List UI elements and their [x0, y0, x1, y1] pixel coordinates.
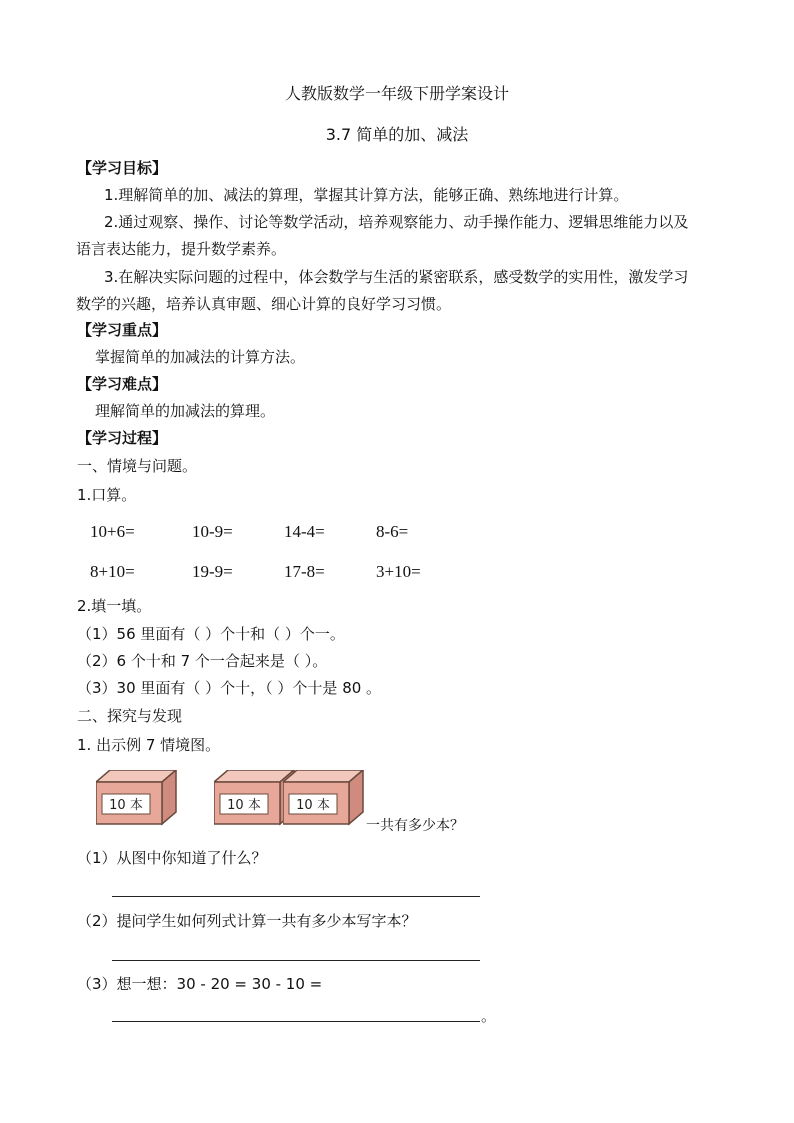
example-question-1: （1）从图中你知道了什么？: [77, 849, 267, 867]
goal-3-line2: 数学的兴趣，培养认真审题、细心计算的良好学习习惯。: [76, 295, 452, 313]
book-box-label: 10 本: [227, 798, 261, 813]
goal-2-line2: 语言表达能力，提升数学素养。: [76, 240, 287, 258]
document-title: 人教版数学一年级下册学案设计: [284, 84, 509, 103]
oral-item: 8-6=: [376, 522, 409, 541]
oral-item: 14-4=: [284, 522, 325, 541]
answer-line[interactable]: [112, 960, 480, 961]
fill-question-2: （2）6 个十和 7 个一合起来是（ ）。: [77, 652, 328, 670]
oral-item: 3+10=: [376, 562, 421, 581]
lesson-subtitle: 3.7 简单的加、减法: [325, 125, 469, 144]
goals-heading: 【学习目标】: [77, 159, 168, 177]
goal-3-line1: 3.在解决实际问题的过程中，体会数学与生活的紧密联系，感受数学的实用性，激发学习: [104, 268, 689, 286]
book-box-icon: [283, 770, 365, 826]
example-label: 1. 出示例 7 情境图。: [77, 736, 221, 754]
key-point-text: 掌握简单的加减法的计算方法。: [95, 348, 306, 366]
fill-question-3: （3）30 里面有（ ）个十，（ ）个十是 80 。: [77, 679, 382, 697]
answer-line[interactable]: [112, 896, 480, 897]
goal-1: 1.理解简单的加、减法的算理，掌握其计算方法，能够正确、熟练地进行计算。: [104, 186, 629, 204]
difficulty-heading: 【学习难点】: [77, 375, 168, 393]
oral-item: 10-9=: [192, 522, 233, 541]
oral-item: 19-9=: [192, 562, 233, 581]
fill-question-1: （1）56 里面有（ ）个十和（ ）个一。: [77, 625, 345, 643]
key-point-heading: 【学习重点】: [77, 321, 168, 339]
oral-item: 17-8=: [284, 562, 325, 581]
answer-line[interactable]: [112, 1021, 480, 1022]
book-box-label: 10 本: [109, 798, 143, 813]
fill-label: 2.填一填。: [77, 597, 152, 615]
example-question-3: （3）想一想：30 - 20 = 30 - 10 =: [77, 975, 323, 993]
example-question-2: （2）提问学生如何列式计算一共有多少本写字本？: [77, 912, 417, 930]
oral-item: 8+10=: [90, 562, 135, 581]
goal-2-line1: 2.通过观察、操作、讨论等数学活动，培养观察能力、动手操作能力、逻辑思维能力以及: [104, 213, 689, 231]
section-2-heading: 二、探究与发现: [77, 707, 183, 725]
book-box-label: 10 本: [296, 798, 330, 813]
difficulty-text: 理解简单的加减法的算理。: [95, 402, 276, 420]
total-question: 一共有多少本？: [366, 818, 464, 834]
process-heading: 【学习过程】: [77, 429, 168, 447]
section-1-heading: 一、情境与问题。: [77, 457, 198, 475]
oral-label: 1.口算。: [77, 486, 137, 504]
book-box-icon: [96, 770, 178, 826]
end-mark: 。: [481, 1007, 497, 1025]
oral-item: 10+6=: [90, 522, 135, 541]
